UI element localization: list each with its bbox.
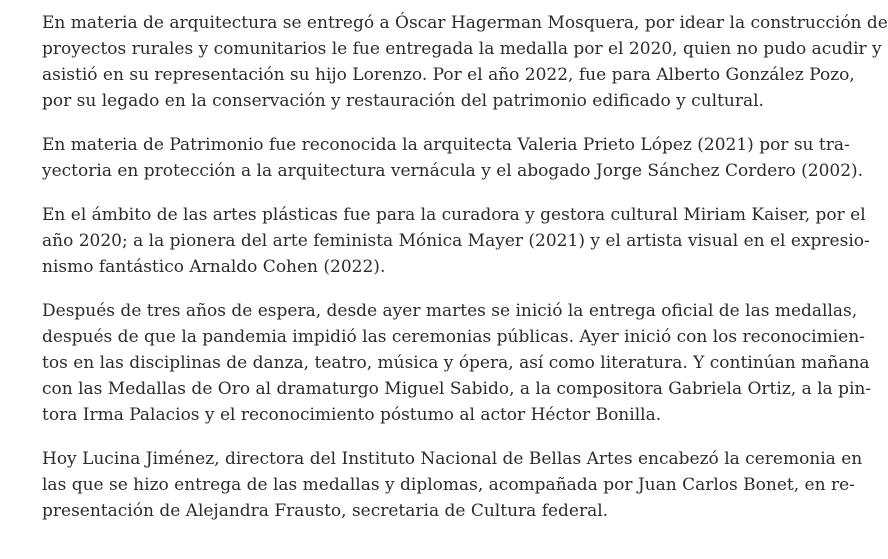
article-body bbox=[42, 10, 888, 542]
text-line: año 2020; a la pionera del arte feminista Mónica Mayer (2021) y el artista visual en el expresio- bbox=[42, 231, 870, 251]
text-line: tora Irma Palacios y el reconocimiento póstumo al actor Héctor Bonilla. bbox=[42, 405, 662, 425]
text-line: asistió en su representación su hijo Lorenzo. Por el año 2022, fue para Alberto González Pozo, bbox=[42, 65, 855, 85]
text-line: por su legado en la conservación y restauración del patrimonio edificado y cultural. bbox=[42, 91, 764, 111]
text-line: las que se hizo entrega de las medallas y diplomas, acompañada por Juan Carlos Bonet, en re- bbox=[42, 475, 855, 495]
text-line: Hoy Lucina Jiménez, directora del Instituto Nacional de Bellas Artes encabezó la ceremonia en bbox=[42, 449, 863, 469]
text-line: tos en las disciplinas de danza, teatro, música y ópera, así como literatura. Y continúan mañana bbox=[42, 353, 870, 373]
paragraph-entrega-medallas bbox=[42, 298, 872, 428]
text-line: En materia de Patrimonio fue reconocida la arquitecta Valeria Prieto López (2021) por su tra- bbox=[42, 135, 850, 155]
text-line: En el ámbito de las artes plásticas fue para la curadora y gestora cultural Miriam Kaiser, por el bbox=[42, 205, 866, 225]
paragraph-artes-plasticas bbox=[42, 202, 870, 280]
paragraph-patrimonio bbox=[42, 132, 864, 184]
text-line: presentación de Alejandra Frausto, secretaria de Cultura federal. bbox=[42, 501, 609, 521]
text-line: proyectos rurales y comunitarios le fue entregada la medalla por el 2020, quien no pudo acudir y bbox=[42, 39, 882, 59]
text-line: yectoria en protección a la arquitectura vernácula y el abogado Jorge Sánchez Cordero (2002). bbox=[42, 161, 864, 181]
paragraph-ceremonia bbox=[42, 446, 863, 524]
text-line: con las Medallas de Oro al dramaturgo Miguel Sabido, a la compositora Gabriela Ortiz, a la pin- bbox=[42, 379, 872, 399]
paragraph-arquitectura bbox=[42, 10, 888, 114]
text-line: después de que la pandemia impidió las ceremonias públicas. Ayer inició con los reconocimien- bbox=[42, 327, 865, 347]
text-line: nismo fantástico Arnaldo Cohen (2022). bbox=[42, 257, 386, 277]
text-line: En materia de arquitectura se entregó a Óscar Hagerman Mosquera, por idear la construcción de bbox=[42, 13, 888, 33]
text-line: Después de tres años de espera, desde ayer martes se inició la entrega oficial de las medallas, bbox=[42, 301, 858, 321]
